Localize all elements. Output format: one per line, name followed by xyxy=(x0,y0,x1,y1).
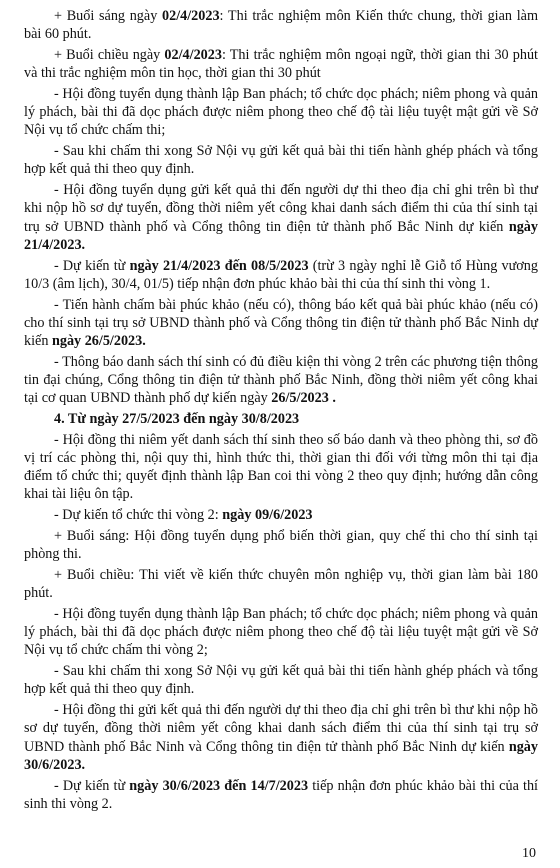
text-run: - Sau khi chấm thi xong Sở Nội vụ gửi kết quả bài thi tiến hành ghép phách và tổng hợp kết quả thi theo quy định. xyxy=(24,143,538,178)
paragraph xyxy=(24,142,538,178)
paragraph xyxy=(24,46,538,82)
bold-text: ngày 09/6/2023 xyxy=(222,507,313,524)
paragraph xyxy=(24,605,538,660)
bold-text: ngày 30/6/2023. xyxy=(24,738,538,773)
paragraph xyxy=(24,431,538,504)
text-run: - Hội đồng thi gửi kết quả thi đến người dự thi theo địa chỉ ghi trên bì thư khi nộp hồ sơ dự tuyển, đồng thời niêm yết công khai danh sách điểm thi của thí sinh tại trụ sở UBND thành phố Bắc Ninh và Cổng thông tin điện tử thành phố Bắc Ninh dự kiến xyxy=(24,702,538,755)
paragraph xyxy=(24,296,538,351)
text-run: + Buổi sáng ngày xyxy=(54,8,162,24)
bold-text: ngày 21/4/2023 đến 08/5/2023 xyxy=(129,257,309,274)
text-run: + Buổi chiều: Thi viết về kiến thức chuyên môn nghiệp vụ, thời gian làm bài 180 phút. xyxy=(24,567,538,602)
section-heading xyxy=(24,410,538,428)
bold-text: ngày 21/4/2023. xyxy=(24,218,538,253)
text-run: - Hội đồng tuyển dụng thành lập Ban phách; tổ chức dọc phách; niêm phong và quản lý phách, bài thi đã dọc phách được niêm phong theo chế độ tài liệu tuyệt mật gửi về Sở Nội vụ tổ chức chấm thi vòng 2; xyxy=(24,606,538,659)
text-run: - Dự kiến từ xyxy=(54,257,130,274)
text-run: + Buổi sáng: Hội đồng tuyển dụng phổ biến thời gian, quy chế thi cho thí sinh tại phòng thi. xyxy=(24,528,538,563)
text-run: - Tiến hành chấm bài phúc khảo (nếu có), thông báo kết quả bài phúc khảo (nếu có) cho thí sinh tại trụ sở UBND thành phố và Cổng thông tin điện tử thành phố Bắc Ninh dự kiến xyxy=(24,296,538,350)
document-body xyxy=(24,7,538,813)
text-run: + Buổi chiều ngày xyxy=(54,47,165,63)
text-run: - Sau khi chấm thi xong Sở Nội vụ gửi kết quả bài thi tiến hành ghép phách và tổng hợp kết quả thi theo quy định. xyxy=(24,663,538,698)
bold-text: 02/4/2023 xyxy=(162,8,220,24)
text-run: - Dự kiến từ xyxy=(54,777,130,794)
page-number: 10 xyxy=(522,846,536,861)
text-run: : Thi trắc nghiệm môn Kiến thức chung, thời gian làm bài 60 phút. xyxy=(24,8,538,43)
paragraph xyxy=(24,7,538,43)
paragraph xyxy=(24,257,538,293)
paragraph xyxy=(24,353,538,408)
text-run: - Hội đồng thi niêm yết danh sách thí sinh theo số báo danh và theo phòng thi, sơ đồ vị trí các phòng thi, nội quy thi, hình thức thi, thời gian thi đối với từng môn thi tại địa điểm tổ chức thi; quyết định thành lập Ban coi thi vòng 2 theo quy định; hướng dẫn công khai tài liệu ôn tập. xyxy=(24,431,538,503)
bold-text: 02/4/2023 xyxy=(164,47,222,63)
bold-text: 4. Từ ngày 27/5/2023 đến ngày 30/8/2023 xyxy=(54,411,300,428)
text-run: - Hội đồng tuyển dụng thành lập Ban phách; tổ chức dọc phách; niêm phong và quản lý phách, bài thi đã dọc phách được niêm phong theo chế độ tài liệu tuyệt mật gửi về Sở Nội vụ tổ chức chấm thi; xyxy=(24,86,538,139)
bold-text: 26/5/2023 . xyxy=(271,390,336,407)
text-run: (trừ 3 ngày nghỉ lễ Giỗ tổ Hùng vương 10/3 (âm lịch), 30/4, 01/5) tiếp nhận đơn phúc khảo bài thi của thí sinh thi vòng 1. xyxy=(24,257,538,292)
paragraph xyxy=(24,181,538,254)
paragraph xyxy=(24,506,538,524)
paragraph xyxy=(24,662,538,698)
text-run: - Thông báo danh sách thí sinh có đủ điều kiện thi vòng 2 trên các phương tiện thông tin đại chúng, Cổng thông tin điện tử thành phố Bắc Ninh, đồng thời niêm yết công khai tại cơ quan UBND thành phố dự kiến ngày xyxy=(24,353,538,407)
text-run: - Hội đồng tuyển dụng gửi kết quả thi đến người dự thi theo địa chỉ ghi trên bì thư khi nộp hồ sơ dự tuyển, đồng thời niêm yết công khai danh sách điểm thi của thí sinh tại trụ sở UBND thành phố và Cổng thông tin điện tử thành phố Bắc Ninh dự kiến xyxy=(24,182,538,235)
text-run: tiếp nhận đơn phúc khảo bài thi của thí sinh thi vòng 2. xyxy=(24,777,538,812)
paragraph xyxy=(24,566,538,602)
paragraph xyxy=(24,85,538,140)
text-run: - Dự kiến tổ chức thi vòng 2: xyxy=(54,507,223,524)
text-run: : Thi trắc nghiệm môn ngoại ngữ, thời gian thi 30 phút và thi trắc nghiệm môn tin học, thời gian thi 30 phút xyxy=(24,47,538,82)
paragraph xyxy=(24,701,538,774)
bold-text: ngày 30/6/2023 đến 14/7/2023 xyxy=(129,777,309,794)
paragraph xyxy=(24,777,538,813)
bold-text: ngày 26/5/2023. xyxy=(51,333,146,350)
paragraph xyxy=(24,527,538,563)
